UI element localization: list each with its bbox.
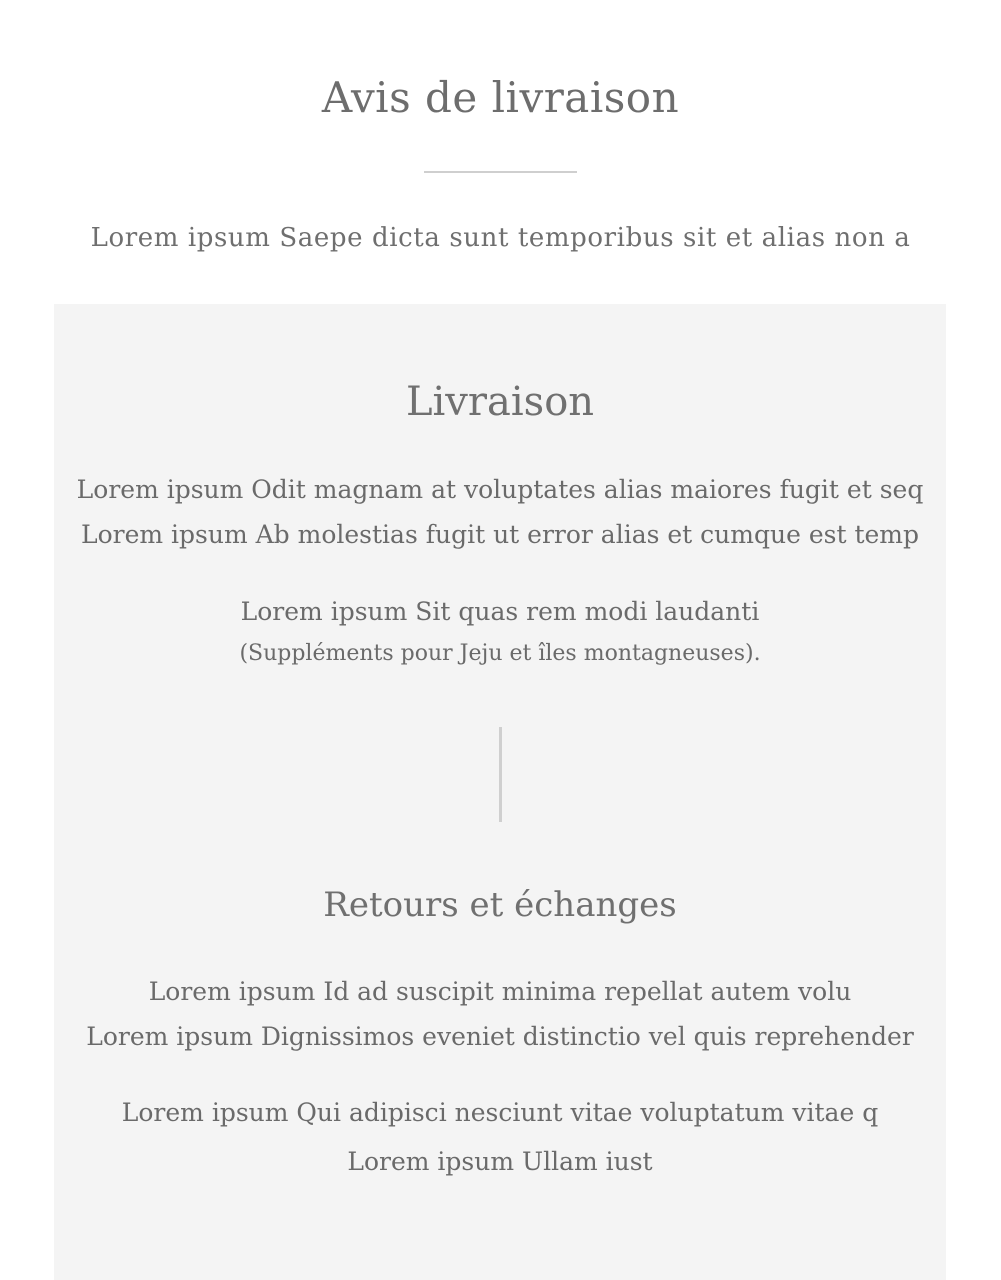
intro-text: Lorem ipsum Saepe dicta sunt temporibus sit et alias non a <box>90 223 911 253</box>
retours-title: Retours et échanges <box>323 885 677 925</box>
retours-line-4: Lorem ipsum Ullam iust <box>347 1147 653 1176</box>
livraison-title: Livraison <box>405 379 595 425</box>
livraison-line-3: Lorem ipsum Sit quas rem modi laudanti <box>240 597 760 626</box>
page-title: Avis de livraison <box>321 73 680 122</box>
livraison-note: (Suppléments pour Jeju et îles montagneuses). <box>239 641 761 666</box>
livraison-line-2: Lorem ipsum Ab molestias fugit ut error alias et cumque est temp <box>80 520 919 549</box>
livraison-line-1: Lorem ipsum Odit magnam at voluptates alias maiores fugit et seq <box>76 475 924 504</box>
livraison-section <box>54 0 946 1280</box>
retours-line-1: Lorem ipsum Id ad suscipit minima repellat autem volu <box>148 977 852 1006</box>
retours-line-2: Lorem ipsum Dignissimos eveniet distinctio vel quis reprehender <box>86 1022 914 1051</box>
section-divider <box>499 727 502 822</box>
retours-line-3: Lorem ipsum Qui adipisci nesciunt vitae voluptatum vitae q <box>121 1098 879 1127</box>
